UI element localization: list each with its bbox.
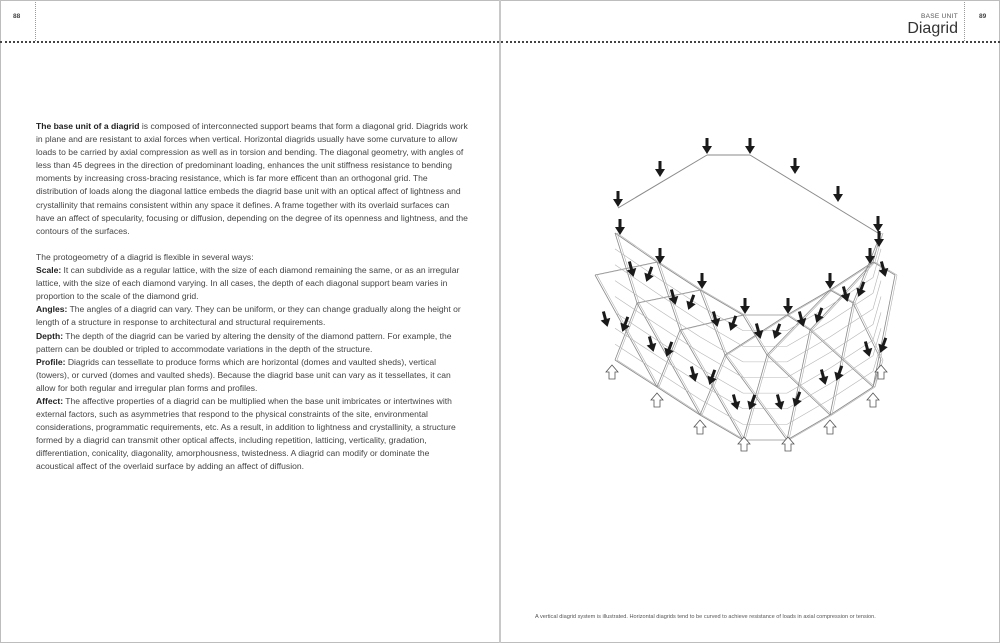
- down-arrow-icon: [874, 231, 884, 247]
- floor-slat: [700, 353, 743, 378]
- diagonal-member: [830, 290, 853, 303]
- up-arrow-outline-icon: [867, 393, 879, 407]
- down-arrow-icon: [697, 273, 707, 289]
- page-number-right: 89: [979, 13, 987, 20]
- floor-slat: [657, 325, 700, 353]
- bottom-chord: [700, 415, 743, 440]
- down-arrow-icon: [783, 298, 793, 314]
- folio-divider-left: [35, 2, 36, 41]
- diagonal-member: [682, 330, 745, 440]
- diagonal-member: [659, 262, 682, 330]
- top-edge: [750, 155, 878, 233]
- down-arrow-icon: [613, 191, 623, 207]
- folio-divider-right: [964, 2, 965, 41]
- body-text: [36, 120, 468, 474]
- gutter: [499, 0, 501, 643]
- way-profile: [36, 356, 468, 395]
- way-depth: [36, 330, 468, 356]
- down-arrow-icon: [833, 186, 843, 202]
- top-edge: [618, 155, 707, 208]
- way-term: Profile:: [36, 356, 66, 367]
- way-term: Affect:: [36, 395, 64, 406]
- way-text: It can subdivide as a regular lattice, with the size of each diamond remaining the same, or as an irregular lattice, with the size of each diamond varying. In all cases, the depth of each diagonal support beam varies in proportion to the scale of the diamond grid.: [36, 265, 460, 302]
- diagonal-member: [680, 330, 743, 440]
- floor-slat: [873, 281, 881, 309]
- diagrid-illustration: [585, 125, 905, 460]
- way-term: Scale:: [36, 265, 62, 276]
- way-text: Diagrids can tessellate to produce forms which are horizontal (domes and vaulted sheds), vertical (towers), or curved (domes and vaulted sheds). Because the diagrid base unit can vary as it tessellates, it can allow for both regular and irregular plan forms and profiles.: [36, 356, 451, 393]
- intro-paragraph: [36, 120, 468, 238]
- down-arrow-icon: [873, 216, 883, 232]
- top-chord: [700, 290, 743, 315]
- top-chord: [832, 262, 875, 290]
- diagonal-member: [657, 262, 680, 330]
- bottom-chord: [657, 387, 700, 415]
- protogeometry-intro: The protogeometry of a diagrid is flexible in several ways:: [36, 251, 254, 262]
- page-number-left: 88: [13, 13, 21, 20]
- floor-slat: [700, 368, 743, 393]
- way-text: The angles of a diagrid can vary. They can be uniform, or they can change gradually along the height or length of a structure in response to architectural and structural requirements.: [36, 304, 461, 328]
- floor-slat: [873, 312, 881, 340]
- bottom-chord: [789, 415, 832, 440]
- diagonal-member: [787, 315, 810, 330]
- way-affect: [36, 395, 468, 474]
- floor-slat: [787, 399, 830, 424]
- way-term: Angles:: [36, 304, 68, 315]
- floor-slat: [873, 265, 881, 294]
- down-arrow-icon: [877, 260, 891, 278]
- way-text: The affective properties of a diagrid can be multiplied when the base unit imbricates or intertwines with external factors, such as asymmetries that respond to the physical constraints of the site, environmental considerations, programmatic requirements, etc. As a result, in addition to lightness and crystallinity, a structure formed by a diagrid can transmit other optical affects, including repetition, latticing, verticality, gradation, differentiation, conicality, diagonality, amorphousness, twistedness. A diagrid can modify or dominate the acoustical affect of the overlaid surface by adding an affect of diffusion.: [36, 395, 456, 472]
- header-rule-left: [0, 41, 499, 43]
- down-arrow-icon: [615, 219, 625, 235]
- up-arrow-outline-icon: [782, 437, 794, 451]
- way-text: The depth of the diagrid can be varied by altering the density of the diamond pattern. For example, the pattern can be doubled or tripled to accommodate variations in the depth of the structure.: [36, 330, 452, 354]
- down-arrow-icon: [687, 365, 701, 383]
- top-chord: [830, 262, 873, 290]
- bottom-chord: [832, 387, 875, 415]
- diagonal-member: [615, 233, 637, 303]
- down-arrow-icon: [825, 273, 835, 289]
- down-arrow-icon: [642, 265, 657, 283]
- diagonal-member: [743, 315, 767, 355]
- intro-lead: The base unit of a diagrid: [36, 121, 140, 131]
- figure-caption: A vertical diagrid system is illustrated. Horizontal diagrids tend to be curved to achieve resistance of loads in axial compression or tension.: [535, 614, 876, 620]
- diagonal-member: [787, 330, 810, 440]
- way-term: Depth:: [36, 330, 64, 341]
- diagonal-member: [700, 290, 725, 355]
- up-arrow-outline-icon: [738, 437, 750, 451]
- floor-slat: [830, 293, 873, 321]
- down-arrow-icon: [729, 393, 743, 411]
- up-arrow-outline-icon: [824, 420, 836, 434]
- down-arrow-icon: [817, 368, 831, 386]
- diagonal-member: [657, 330, 680, 387]
- up-arrow-outline-icon: [694, 420, 706, 434]
- down-arrow-icon: [790, 158, 800, 174]
- way-scale: [36, 264, 468, 303]
- down-arrow-icon: [745, 138, 755, 154]
- diagonal-member: [745, 355, 769, 440]
- top-chord: [789, 290, 832, 315]
- up-arrow-outline-icon: [651, 393, 663, 407]
- floor-slat: [873, 297, 881, 325]
- bottom-chord: [615, 360, 657, 387]
- header-rule-right: [501, 41, 1000, 43]
- floor-slat: [830, 309, 873, 337]
- section-label: BASE UNIT: [920, 13, 958, 20]
- floor-slat: [787, 384, 830, 409]
- bottom-chord: [830, 387, 873, 415]
- down-arrow-icon: [599, 310, 613, 328]
- floor-slat: [830, 278, 873, 306]
- bottom-chord: [659, 387, 702, 415]
- intro-text: is composed of interconnected support beams that form a diagonal grid. Diagrids work in plane and are resistant to axial forces when vertical. Horizontal diagrids usually have some curvature to allow loads to be carried by axial compression as well as in torsion and bending. The diagonal geometry, with angles of less than 45 degrees in the direction of predominant loading, enhances the unit stiffness resistance to bending moments by increasing cross-bracing resistance, which is far more efficent than an orthogonal grid. The distribution of loads along the diagonal lattice embeds the diagrid base unit with an optical affect of lightness and crystallinity that remains consistent within any space it defines. A frame together with its overlaid surfaces can have an affect of specularity, focusing or diffusion, depending on the degree of its openness and lightness, and the contours of the surfaces.: [36, 121, 468, 236]
- way-angles: [36, 303, 468, 329]
- floor-slat: [787, 337, 830, 362]
- down-arrow-icon: [684, 293, 699, 311]
- section-title: Diagrid: [907, 20, 958, 37]
- down-arrow-icon: [702, 138, 712, 154]
- bottom-chord: [617, 360, 659, 387]
- down-arrow-icon: [740, 298, 750, 314]
- down-arrow-icon: [618, 315, 633, 333]
- top-chord: [787, 290, 830, 315]
- diagonal-member: [853, 233, 881, 303]
- diagonal-member: [830, 303, 853, 415]
- diagonal-member: [700, 355, 725, 415]
- top-chord: [617, 233, 659, 262]
- bottom-chord: [702, 415, 745, 440]
- down-arrow-icon: [655, 161, 665, 177]
- up-arrow-outline-icon: [606, 365, 618, 379]
